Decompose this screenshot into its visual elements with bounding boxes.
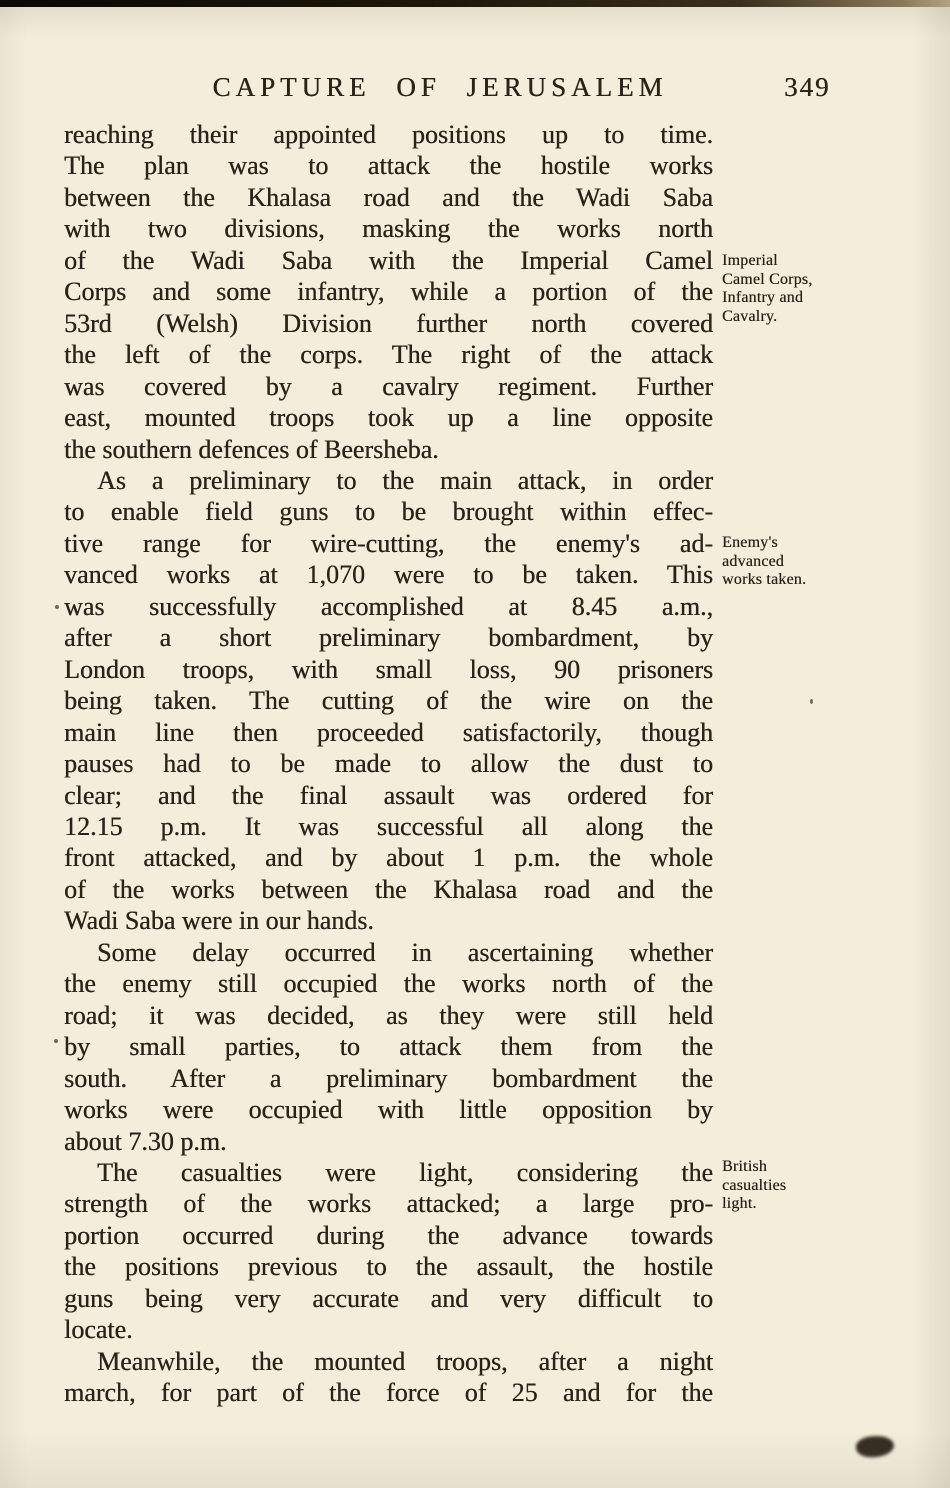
text-line: south. After a preliminary bombardment the: [64, 1063, 713, 1093]
text-line: Some delay occurred in ascertaining whether: [97, 937, 713, 967]
text-line: London troops, with small loss, 90 prisoners: [64, 654, 713, 684]
text-line: was covered by a cavalry regiment. Further: [64, 371, 713, 401]
text-line: to enable field guns to be brought within effec-: [64, 497, 713, 527]
running-title: CAPTURE OF JERUSALEM: [212, 72, 668, 102]
text-line: main line then proceeded satisfactorily, though: [64, 717, 713, 747]
text-line: Wadi Saba were in our hands.: [64, 906, 374, 936]
text-line: of the works between the Khalasa road and the: [64, 874, 713, 904]
page-number: 349: [784, 72, 831, 102]
text-line: was successfully accomplished at 8.45 a.m.,: [64, 591, 713, 621]
text-line: strength of the works attacked; a large pro-: [64, 1189, 713, 1219]
text-line: 53rd (Welsh) Division further north covered: [64, 308, 713, 338]
text-line: 12.15 p.m. It was successful all along the: [64, 811, 713, 841]
text-line: portion occurred during the advance towards: [64, 1220, 713, 1250]
text-line: being taken. The cutting of the wire on the: [64, 686, 713, 716]
text-line: the left of the corps. The right of the attack: [64, 340, 713, 370]
text-line: As a preliminary to the main attack, in order: [97, 465, 713, 495]
text-line: reaching their appointed positions up to time.: [64, 120, 713, 149]
body-text: [64, 119, 713, 1409]
page-header: [0, 72, 950, 108]
text-line: pauses had to be made to allow the dust to: [64, 749, 713, 779]
text-line: about 7.30 p.m.: [64, 1126, 227, 1156]
scan-speck: [54, 1039, 58, 1043]
sidenote-british-casualties: British casualties light.: [722, 1158, 787, 1212]
text-line: clear; and the final assault was ordered for: [64, 780, 713, 810]
text-line: with two divisions, masking the works north: [64, 214, 713, 244]
text-line: vanced works at 1,070 were to be taken. This: [64, 560, 713, 590]
text-line: march, for part of the force of 25 and for the: [64, 1378, 713, 1408]
text-line: the positions previous to the assault, the hostile: [64, 1252, 713, 1282]
text-line: between the Khalasa road and the Wadi Saba: [64, 182, 713, 212]
text-line: The plan was to attack the hostile works: [64, 151, 713, 181]
text-line: after a short preliminary bombardment, by: [64, 623, 713, 653]
text-line: The casualties were light, considering the: [97, 1157, 713, 1187]
scan-speck: [810, 699, 813, 704]
text-line: guns being very accurate and very difficult to: [64, 1283, 713, 1313]
text-line: of the Wadi Saba with the Imperial Camel: [64, 245, 713, 275]
text-line: locate.: [64, 1315, 133, 1345]
scan-artifact-blob: [855, 1434, 895, 1459]
text-line: the enemy still occupied the works north of the: [64, 969, 713, 999]
sidenote-imperial-camel-corps: Imperial Camel Corps, Infantry and Cavalry.: [722, 252, 813, 325]
sidenote-enemys-advanced-works: Enemy's advanced works taken.: [722, 534, 807, 588]
scan-speck: [55, 605, 59, 609]
text-line: front attacked, and by about 1 p.m. the whole: [64, 843, 713, 873]
text-line: the southern defences of Beersheba.: [64, 434, 439, 464]
text-line: east, mounted troops took up a line opposite: [64, 403, 713, 433]
scan-artifact-top-edge: [0, 0, 950, 7]
text-line: tive range for wire-cutting, the enemy's ad-: [64, 528, 713, 558]
text-line: Meanwhile, the mounted troops, after a night: [97, 1346, 713, 1376]
text-line: works were occupied with little opposition by: [64, 1095, 713, 1125]
text-line: road; it was decided, as they were still held: [64, 1000, 713, 1030]
text-line: by small parties, to attack them from the: [64, 1032, 713, 1062]
text-line: Corps and some infantry, while a portion of the: [64, 277, 713, 307]
